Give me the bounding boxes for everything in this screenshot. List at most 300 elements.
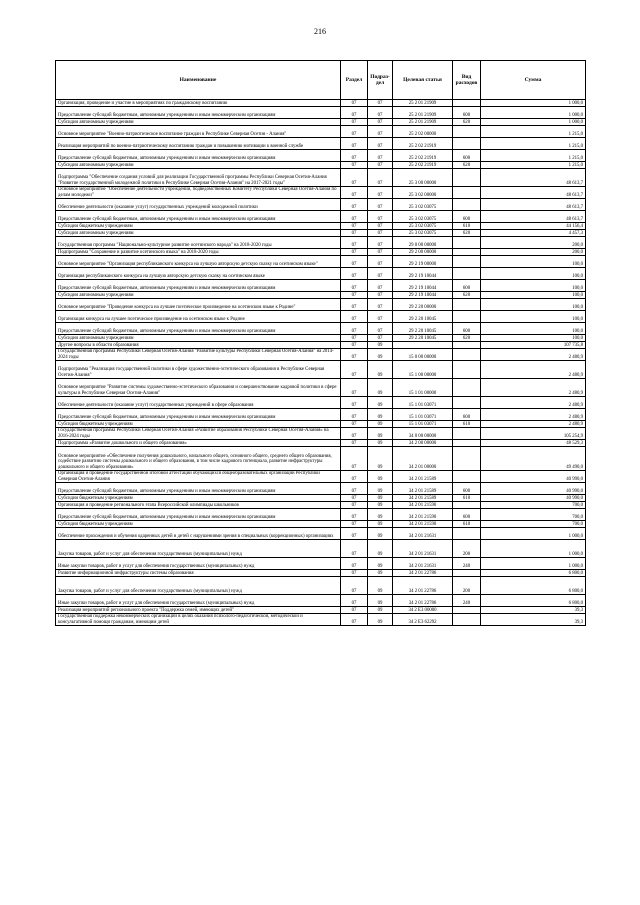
row-name: Подпрограмма «Развитие дошкольного и общего образования» (56, 440, 341, 447)
row-expense-type (453, 570, 481, 577)
row-section: 07 (341, 607, 368, 614)
row-target: 34 2 01 21589 (393, 483, 453, 495)
row-sum: 48 613,7 (481, 187, 586, 199)
row-sum: 700,0 (481, 521, 586, 528)
row-expense-type (453, 138, 481, 150)
row-name: Субсидии автономным учреждениям (56, 292, 341, 299)
row-sum: 49 490,0 (481, 447, 586, 471)
table-row (56, 421, 586, 428)
row-target: 15 1 01 03071 (393, 409, 453, 421)
row-target: 25 2 02 21919 (393, 138, 453, 150)
row-sum: 2 480,9 (481, 349, 586, 361)
row-subsection: 09 (368, 509, 393, 521)
row-expense-type (453, 614, 481, 626)
row-target (393, 342, 453, 349)
row-name: Развитие информационной инфраструктуры системы образования (56, 570, 341, 577)
row-sum: 6 800,0 (481, 570, 586, 577)
row-section: 07 (341, 421, 368, 428)
row-section: 07 (341, 409, 368, 421)
row-name: Реализация мероприятий по военно-патриотическому воспитанию граждан и повышению мотивации к военной службе (56, 138, 341, 150)
row-target: 34 2 01 21631 (393, 558, 453, 570)
row-expense-type (453, 249, 481, 256)
row-sum: 48 613,7 (481, 199, 586, 211)
row-section: 07 (341, 440, 368, 447)
row-sum: 100,0 (481, 268, 586, 280)
row-sum: 40 990,0 (481, 471, 586, 483)
row-target: 25 2 01 21909 (393, 100, 453, 107)
row-target: 34 2 00 00000 (393, 440, 453, 447)
row-subsection: 09 (368, 577, 393, 595)
row-expense-type (453, 100, 481, 107)
table-row (56, 187, 586, 199)
row-sum: 48 613,7 (481, 169, 586, 187)
row-expense-type: 620 (453, 292, 481, 299)
row-section: 07 (341, 471, 368, 483)
row-expense-type: 600 (453, 211, 481, 223)
row-expense-type (453, 299, 481, 311)
table-row (56, 361, 586, 379)
row-sum: 100,0 (481, 335, 586, 342)
row-sum: 1 000,0 (481, 100, 586, 107)
row-name: Иные закупки товаров, работ и услуг для обеспечения государственных (муниципальных) нужд (56, 558, 341, 570)
row-expense-type: 620 (453, 119, 481, 126)
row-target: 25 2 01 21909 (393, 119, 453, 126)
row-target: 15 1 01 00000 (393, 379, 453, 397)
row-sum: 100,0 (481, 311, 586, 323)
row-section: 07 (341, 323, 368, 335)
row-subsection: 07 (368, 230, 393, 237)
row-sum: 1 215,0 (481, 126, 586, 138)
row-subsection: 09 (368, 607, 393, 614)
page-number: 216 (314, 27, 326, 36)
table-row (56, 607, 586, 614)
row-expense-type: 610 (453, 421, 481, 428)
row-name: Предоставление субсидий бюджетным, автономным учреждениям и иным некоммерческим организациям (56, 409, 341, 421)
row-target: 15 1 01 03071 (393, 397, 453, 409)
row-name: Субсидии автономным учреждениям (56, 230, 341, 237)
row-target: 29 0 00 00000 (393, 237, 453, 249)
row-sum: 100,0 (481, 299, 586, 311)
row-expense-type (453, 502, 481, 509)
row-subsection: 09 (368, 495, 393, 502)
row-target: 34 2 01 22786 (393, 570, 453, 577)
row-name: Субсидии бюджетным учреждениям (56, 421, 341, 428)
row-name: Предоставление субсидий бюджетным, автономным учреждениям и иным некоммерческим организациям (56, 509, 341, 521)
row-subsection: 07 (368, 256, 393, 268)
row-section: 07 (341, 379, 368, 397)
table-row (56, 223, 586, 230)
row-subsection: 07 (368, 138, 393, 150)
table-row (56, 299, 586, 311)
row-expense-type (453, 187, 481, 199)
row-expense-type: 610 (453, 521, 481, 528)
row-name: Основное мероприятие "Обеспечение деятельности учреждений, подведомственных Комитету Республики Северная Осетия-Алания по делам молодежи" (56, 187, 341, 199)
row-sum: 2 480,9 (481, 379, 586, 397)
row-name: Обеспечение прохождения и обучения одаренных детей и детей с нарушениями зрения в специальных (коррекционных) организациях (56, 528, 341, 540)
table-row (56, 409, 586, 421)
row-expense-type: 600 (453, 280, 481, 292)
row-target: 34 2 01 22786 (393, 595, 453, 607)
row-section: 07 (341, 299, 368, 311)
row-sum: 4 457,3 (481, 230, 586, 237)
row-target: 34 0 00 00000 (393, 428, 453, 440)
row-target: 25 3 02 03075 (393, 223, 453, 230)
row-expense-type: 240 (453, 558, 481, 570)
row-name: Основное мероприятие "Проведение конкурса на лучшее поэтическое произведение на осетинском языке к Родине" (56, 299, 341, 311)
row-expense-type (453, 349, 481, 361)
row-expense-type: 620 (453, 230, 481, 237)
row-subsection: 07 (368, 187, 393, 199)
table-row (56, 342, 586, 349)
row-target: 34 2 01 21590 (393, 502, 453, 509)
row-subsection: 09 (368, 570, 393, 577)
row-target: 34 2 E3 00000 (393, 607, 453, 614)
row-name: Обеспечение деятельности (оказание услуг) государственных учреждений в сфере образования (56, 397, 341, 409)
table-row (56, 311, 586, 323)
table-row (56, 521, 586, 528)
row-section: 07 (341, 280, 368, 292)
row-name: Предоставление субсидий бюджетным, автономным учреждениям и иным некоммерческим организациям (56, 211, 341, 223)
row-name: Предоставление субсидий бюджетным, автономным учреждениям и иным некоммерческим организациям (56, 150, 341, 162)
row-subsection: 09 (368, 397, 393, 409)
row-sum: 100,0 (481, 292, 586, 299)
row-subsection: 09 (368, 521, 393, 528)
row-sum: 39,3 (481, 614, 586, 626)
row-expense-type (453, 397, 481, 409)
row-section: 07 (341, 230, 368, 237)
row-expense-type (453, 428, 481, 440)
table-row (56, 577, 586, 595)
row-subsection: 09 (368, 342, 393, 349)
row-subsection: 09 (368, 540, 393, 558)
row-target: 29 2 00 00000 (393, 249, 453, 256)
row-sum: 6 800,0 (481, 595, 586, 607)
table-row (56, 268, 586, 280)
row-subsection: 07 (368, 107, 393, 119)
row-sum: 107 735,8 (481, 342, 586, 349)
row-section: 07 (341, 483, 368, 495)
row-expense-type (453, 528, 481, 540)
row-target: 15 1 01 03071 (393, 421, 453, 428)
row-section: 07 (341, 361, 368, 379)
row-target: 29 2 19 10044 (393, 268, 453, 280)
row-section: 07 (341, 521, 368, 528)
row-target: 34 2 01 22786 (393, 577, 453, 595)
row-target: 25 2 02 00000 (393, 126, 453, 138)
table-row (56, 211, 586, 223)
table-header-row (56, 61, 586, 100)
row-target: 25 2 01 21909 (393, 107, 453, 119)
table-row (56, 540, 586, 558)
table-row (56, 483, 586, 495)
table-row (56, 237, 586, 249)
row-subsection: 07 (368, 335, 393, 342)
row-target: 34 2 01 21589 (393, 495, 453, 502)
row-name: Иные закупки товаров, работ и услуг для обеспечения государственных (муниципальных) нужд (56, 595, 341, 607)
row-name: Организация конкурса на лучшее поэтическое произведение на осетинском языке к Родине (56, 311, 341, 323)
row-sum: 44 156,4 (481, 223, 586, 230)
row-target: 34 2 01 21590 (393, 509, 453, 521)
row-section: 07 (341, 570, 368, 577)
row-name: Субсидии автономным учреждениям (56, 335, 341, 342)
row-name: Подпрограмма "Сохранение и развитие осетинского языка" на 2018-2020 годы (56, 249, 341, 256)
table-row (56, 397, 586, 409)
row-section: 07 (341, 169, 368, 187)
row-target: 29 2 20 10045 (393, 311, 453, 323)
row-name: Субсидии автономным учреждениям (56, 119, 341, 126)
row-expense-type: 600 (453, 323, 481, 335)
table-row (56, 323, 586, 335)
row-subsection: 09 (368, 447, 393, 471)
row-expense-type (453, 379, 481, 397)
row-expense-type (453, 268, 481, 280)
row-section: 07 (341, 342, 368, 349)
row-target: 34 2 01 00000 (393, 447, 453, 471)
table-row (56, 447, 586, 471)
row-target: 34 2 01 21631 (393, 540, 453, 558)
row-sum: 1 000,0 (481, 119, 586, 126)
row-name: Субсидии автономным учреждениям (56, 162, 341, 169)
row-section: 07 (341, 509, 368, 521)
header-expense-type: Вид расходов (453, 61, 481, 100)
row-section: 07 (341, 595, 368, 607)
row-subsection: 07 (368, 249, 393, 256)
row-expense-type (453, 440, 481, 447)
row-subsection: 07 (368, 150, 393, 162)
row-name: Закупка товаров, работ и услуг для обеспечения государственных (муниципальных) нужд (56, 577, 341, 595)
row-sum: 105 254,9 (481, 428, 586, 440)
row-section: 07 (341, 614, 368, 626)
row-sum: 6 800,0 (481, 577, 586, 595)
row-subsection: 09 (368, 421, 393, 428)
row-target: 29 2 20 00000 (393, 299, 453, 311)
row-subsection: 07 (368, 299, 393, 311)
row-subsection: 09 (368, 361, 393, 379)
row-subsection: 09 (368, 349, 393, 361)
row-section: 07 (341, 428, 368, 440)
row-name: Подпрограмма "Обеспечение создания условий для реализации Государственной программы Республики Северная Осетия-Алания "Развитие государственной молодежной политики в Республике Северная Осетия-Алания" на 2017-2021 годы" (56, 169, 341, 187)
table-row (56, 471, 586, 483)
row-subsection: 09 (368, 502, 393, 509)
table-row (56, 107, 586, 119)
table-row (56, 230, 586, 237)
row-expense-type: 610 (453, 223, 481, 230)
row-expense-type: 200 (453, 540, 481, 558)
header-target: Целевая статья (393, 61, 453, 100)
table-row (56, 528, 586, 540)
row-target: 34 2 01 21631 (393, 528, 453, 540)
table-row (56, 570, 586, 577)
row-subsection: 09 (368, 595, 393, 607)
row-subsection: 07 (368, 100, 393, 107)
row-subsection: 07 (368, 126, 393, 138)
row-expense-type (453, 311, 481, 323)
row-name: Реализация мероприятий регионального проекта "Поддержка семей, имеющих детей" (56, 607, 341, 614)
row-section: 07 (341, 540, 368, 558)
row-section: 07 (341, 187, 368, 199)
row-expense-type (453, 361, 481, 379)
row-name: Основное мероприятие «Обеспечение получения дошкольного, начального общего, основного общего, среднего общего образования, содействие развитию системы дошкольного и общего образования, в том числе кадрового потенциала, развитие инфраструктуры дошкольного и общего образования» (56, 447, 341, 471)
row-subsection: 09 (368, 428, 393, 440)
row-section: 07 (341, 577, 368, 595)
row-target: 29 2 19 00000 (393, 256, 453, 268)
row-section: 07 (341, 268, 368, 280)
row-sum: 48 529,3 (481, 440, 586, 447)
row-name: Организация и проведение государственной итоговой аттестации обучающихся общеобразовательных организаций Республики Северная Осетия-Алания (56, 471, 341, 483)
row-expense-type (453, 607, 481, 614)
row-name: Основное мероприятие "Военно-патриотическое воспитание граждан в Республике Северная Осетия - Алания" (56, 126, 341, 138)
row-section: 07 (341, 107, 368, 119)
row-name: Организация, проведение и участие в мероприятиях по гражданскому воспитанию (56, 100, 341, 107)
row-section: 07 (341, 256, 368, 268)
row-target: 29 2 20 10045 (393, 335, 453, 342)
row-expense-type (453, 447, 481, 471)
row-target: 29 2 19 10044 (393, 280, 453, 292)
row-name: Государственная поддержка некоммерческих организаций в целях оказания психолого-педагогической, методической и консультативной помощи гражданам, имеющим детей (56, 614, 341, 626)
row-name: Предоставление субсидий бюджетным, автономным учреждениям и иным некоммерческим организациям (56, 107, 341, 119)
row-target: 29 2 20 10045 (393, 323, 453, 335)
row-expense-type (453, 169, 481, 187)
row-expense-type: 600 (453, 483, 481, 495)
row-expense-type: 620 (453, 162, 481, 169)
row-sum: 2 480,9 (481, 361, 586, 379)
row-name: Субсидии бюджетным учреждениям (56, 223, 341, 230)
header-section: Раздел (341, 61, 368, 100)
budget-table (55, 60, 586, 626)
row-section: 07 (341, 495, 368, 502)
table-row (56, 509, 586, 521)
row-sum: 700,0 (481, 502, 586, 509)
row-target: 34 2 01 21590 (393, 521, 453, 528)
row-target: 29 2 19 10044 (393, 292, 453, 299)
row-expense-type: 600 (453, 509, 481, 521)
row-sum: 100,0 (481, 323, 586, 335)
row-name: Государственная программа Республики Северная Осетия-Алания «Развитие образования Республики Северная Осетия-Алания» на 2016-2024 годы (56, 428, 341, 440)
row-sum: 200,0 (481, 249, 586, 256)
table-row (56, 256, 586, 268)
row-section: 07 (341, 335, 368, 342)
row-subsection: 09 (368, 528, 393, 540)
row-target: 25 3 02 00000 (393, 187, 453, 199)
table-row (56, 126, 586, 138)
row-subsection: 09 (368, 483, 393, 495)
row-subsection: 07 (368, 268, 393, 280)
row-name: Предоставление субсидий бюджетным, автономным учреждениям и иным некоммерческим организациям (56, 280, 341, 292)
row-target: 34 2 E3 62292 (393, 614, 453, 626)
table-row (56, 349, 586, 361)
row-sum: 40 990,0 (481, 483, 586, 495)
row-name: Обеспечение деятельности (оказание услуг) государственных учреждений молодежной политики (56, 199, 341, 211)
row-expense-type: 610 (453, 495, 481, 502)
row-subsection: 09 (368, 409, 393, 421)
row-section: 07 (341, 162, 368, 169)
row-expense-type: 200 (453, 577, 481, 595)
row-sum: 1 000,0 (481, 107, 586, 119)
row-name: Другие вопросы в области образования (56, 342, 341, 349)
table-row (56, 440, 586, 447)
row-sum: 100,0 (481, 256, 586, 268)
row-name: Основное мероприятие "Развитие системы художественно-эстетического образования и совершенствование кадровой политики в сфере культуры в Республике Северная Осетия-Алания" (56, 379, 341, 397)
row-name: Государственная программа Республики Северная Осетия-Алания "Развитие культуры Республики Северная Осетия-Алания" на 2014-2024 годы (56, 349, 341, 361)
row-sum: 40 990,0 (481, 495, 586, 502)
row-expense-type (453, 256, 481, 268)
row-name: Предоставление субсидий бюджетным, автономным учреждениям и иным некоммерческим организациям (56, 323, 341, 335)
row-section: 07 (341, 349, 368, 361)
row-target: 15 0 00 00000 (393, 349, 453, 361)
row-expense-type: 600 (453, 409, 481, 421)
row-name: Предоставление субсидий бюджетным, автономным учреждениям и иным некоммерческим организациям (56, 483, 341, 495)
row-subsection: 07 (368, 162, 393, 169)
table-row (56, 292, 586, 299)
row-name: Организация республиканского конкурса на лучшую авторскую детскую сказку на осетинском языке (56, 268, 341, 280)
table-row (56, 100, 586, 107)
row-target: 25 2 02 21919 (393, 150, 453, 162)
row-expense-type: 620 (453, 335, 481, 342)
row-sum: 200,0 (481, 237, 586, 249)
table-row (56, 280, 586, 292)
table-row (56, 502, 586, 509)
row-section: 07 (341, 119, 368, 126)
table-row (56, 169, 586, 187)
row-section: 07 (341, 138, 368, 150)
table-row (56, 614, 586, 626)
row-section: 07 (341, 502, 368, 509)
row-subsection: 09 (368, 558, 393, 570)
row-sum: 2 480,9 (481, 421, 586, 428)
row-name: Организация и проведение регионального этапа Всероссийской олимпиады школьников (56, 502, 341, 509)
row-sum: 700,0 (481, 509, 586, 521)
row-sum: 1 000,0 (481, 558, 586, 570)
row-sum: 1 000,0 (481, 540, 586, 558)
row-name: Субсидии бюджетным учреждениям (56, 495, 341, 502)
table-row (56, 379, 586, 397)
row-expense-type: 600 (453, 107, 481, 119)
row-section: 07 (341, 100, 368, 107)
row-section: 07 (341, 150, 368, 162)
row-expense-type (453, 199, 481, 211)
row-section: 07 (341, 126, 368, 138)
table-row (56, 150, 586, 162)
table-row (56, 428, 586, 440)
row-sum: 1 215,0 (481, 150, 586, 162)
row-expense-type (453, 471, 481, 483)
row-subsection: 07 (368, 199, 393, 211)
row-section: 07 (341, 223, 368, 230)
row-target: 34 2 01 21589 (393, 471, 453, 483)
table-row (56, 249, 586, 256)
row-sum: 1 215,0 (481, 162, 586, 169)
row-section: 07 (341, 311, 368, 323)
row-subsection: 07 (368, 237, 393, 249)
row-subsection: 09 (368, 471, 393, 483)
row-subsection: 07 (368, 323, 393, 335)
row-expense-type: 600 (453, 150, 481, 162)
row-sum: 1 215,0 (481, 138, 586, 150)
row-section: 07 (341, 211, 368, 223)
row-target: 25 3 02 03075 (393, 211, 453, 223)
row-section: 07 (341, 249, 368, 256)
row-target: 25 3 02 03075 (393, 230, 453, 237)
row-target: 25 3 00 00000 (393, 169, 453, 187)
table-row (56, 335, 586, 342)
row-subsection: 07 (368, 292, 393, 299)
row-subsection: 09 (368, 440, 393, 447)
row-subsection: 07 (368, 119, 393, 126)
row-name: Закупка товаров, работ и услуг для обеспечения государственных (муниципальных) нужд (56, 540, 341, 558)
row-sum: 100,0 (481, 280, 586, 292)
header-name: Наименование (56, 61, 341, 100)
table-row (56, 162, 586, 169)
